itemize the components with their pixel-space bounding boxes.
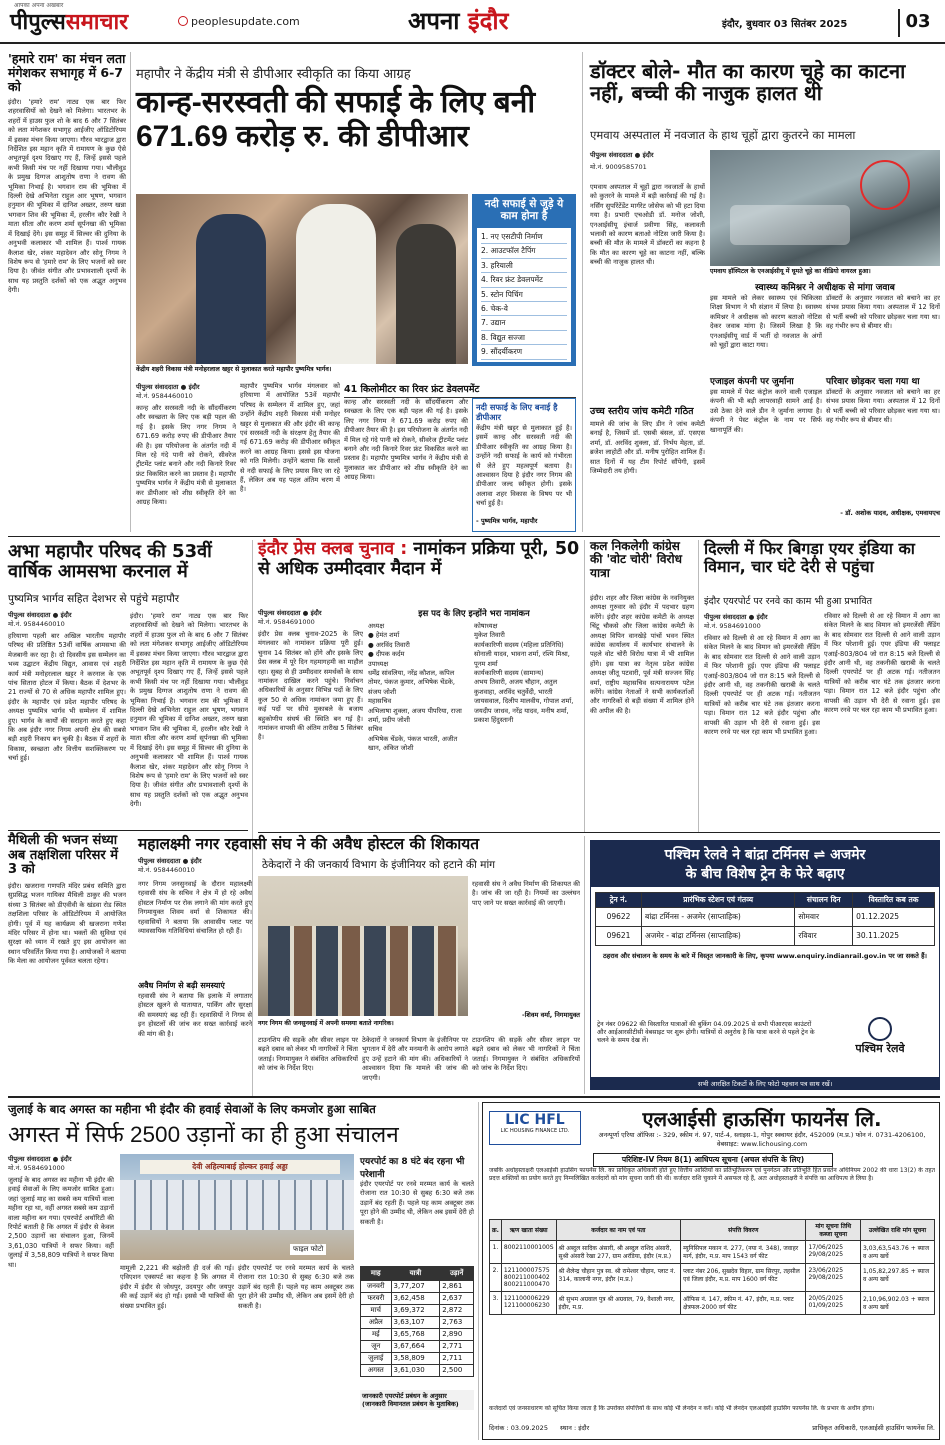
hostel-subhead-2: अवैध निर्माण से बढ़ी समस्याएं [138,981,225,990]
airindia-subhead: इंदौर एयरपोर्ट पर रनवे का काम भी हुआ प्रभावित [704,596,873,607]
flights-cell: 3,69,372 [391,1305,440,1317]
divider [478,1102,479,1440]
lic-cell: श्री अब्दुल सादिक अंसारी, श्री अब्दुल राशिद अंसारी, सुश्री अंसारी रेखा 277, ग्राम अरंडिया, इंदौर (म.प्र.) [556,1241,681,1264]
lic-header: क्र. [490,1220,502,1241]
lic-cell: 2,10,96,902.03 + ब्याज व अन्य खर्चे [860,1292,934,1315]
mouse-body-a: एमवाय अस्पताल में चूहों द्वारा नवजातों के हाथों को कुतरने के मामले में बड़ी कार्रवाई की गई है। नर्सिंग सुपरिंटेंडेंट मार्गरेट जोसेफ को भी हटा दिया गया है। प्रभारी एचओडी डॉ. मनोज जोशी, एनआईसीयू इंचार्ज प्रवीणा सिंह, कलावती भलावी को कारण बताओ नोटिस जारी किया है। बच्ची की मौत के मामले में डॉक्टरों का कहना है कि मौत का कारण चूहे का काटना नहीं, बल्कि बच्ची की नाजुक हालत थी। [590,183,705,267]
lic-header: कर्जदार का नाम एवं पता [556,1220,681,1241]
flights-body-b: मामूली 2,221 की बढ़ोतरी ही दर्ज की गई। एविएशन एक्सपर्ट का कहना है कि अगस्त में इंदौर में इंदौर से जोधपुर, उदयपुर और जयपुर की कई उड़ानें बंद हो गईं। इससे भी यात्रियों की संख्या प्रभावित हुई। [120,1264,234,1310]
mouse-credit: - डॉ. अशोक यादव, अधीक्षक, एमवायएच [840,509,940,517]
flights-headline: अगस्त में सिर्फ 2500 उड़ानों का ही हुआ संचालन [8,1122,399,1147]
railway-cell: अजमेर - बांद्रा टर्मिनस (साप्ताहिक) [642,927,795,946]
mouse-body-c2: डॉक्टरों के अनुसार नवजात को बचाने का हर संभव प्रयास किया गया। अस्पताल में 12 दिनों से भर्ती बच्ची को परिवार छोड़कर चला गया था। वह गंभीर रूप से बीमार थी। [826,294,940,331]
flights-cell: जुलाई [361,1353,392,1365]
lic-logo-sub: LIC HOUSING FINANCE LTD. [500,1128,570,1134]
railway-ad [590,840,940,1090]
railway-brand-name: पश्चिम रेलवे [855,1042,905,1055]
person-figure [196,214,266,364]
lic-footer-note: कर्जदारों एवं जनसाधारण को सूचित किया जाता है कि उपरोक्त संपत्तियों के साथ कोई भी लेनदेन न करें। कोई भी लेनदेन एलआईसी हाउसिंग फायनेंस लि. के प्रभार के अधीन होगा। [489,1405,875,1412]
press-headline-b: नामांकन प्रक्रिया पूरी, 50 से अधिक उम्मीदवार मैदान में [258,539,580,579]
hostel-quote-body: रहवासी संघ ने अवैध निर्माण की शिकायत की है। जांच की जा रही है। नियमों का उल्लंघन पाए जाने पर सख्त कार्रवाई की जाएगी। [472,880,580,907]
press-byline [258,608,363,626]
website-text: peoplesupdate.com [191,15,300,28]
flights-cell: जून [361,1341,392,1353]
byline-mobile: मो.नं. 9584691000 [704,622,761,630]
website-link[interactable] [178,15,300,28]
flights-table [360,1266,474,1377]
hostel-body-b: रहवासी संघ ने बताया कि इलाके में लगातार होस्टल खुलने से यातायात, पार्किंग और सुरक्षा की समस्याएं बढ़ रही हैं। रहवासियों ने निगम से इन होस्टलों की जांच कर सख्त कार्रवाई करने की मांग की है। [138,992,252,1038]
table-row [490,1264,935,1292]
lic-header: उल्लेखित राशि मांग सूचना [860,1220,934,1241]
flights-header-row [361,1267,474,1281]
flights-cell: 2,861 [440,1281,474,1293]
press-list-col-a: अध्यक्ष ● हेमंत शर्मा ● अरविंद तिवारी ● दीपक कर्दम उपाध्यक्ष धर्मेंद्र सांवलिया, नरेंद्र कौशल, कपिल तोमर, पंकज कुमार, अभिषेक चेंडके, संजय जोशी महासचिव अभिलाषा शुक्ला, अजय पीपरिया, राजा शर्मा, प्रदीप जोशी सचिव अभिषेक चेंडके, पंकज भारती, अजीत खान, अंकित जोशी [368,622,462,753]
table-row [361,1329,474,1341]
section-prefix: अपना [408,7,460,35]
lic-notice-title: परिशिष्ट-IV नियम 8(1) आधिपत्य सूचना (अचल संपत्ति के लिए) [593,1153,833,1167]
mouse-body-b: मामले की जांच के लिए डीन ने जांच कमेटी बनाई है, जिसमें डॉ. एसबी बंसल, डॉ. एसएस शर्मा, डॉ. अरविंद शुक्ला, डॉ. निर्भय मेहता, डॉ. ब्रजेश लाहोटी और डॉ. मनीष पुरोहित शामिल हैं। सात दिनों में यह टीम रिपोर्ट सौंपेगी, इसमें जिम्मेदारी तय होगी। [590,420,705,476]
railway-brand [825,1017,935,1056]
flights-cell: जनवरी [361,1281,392,1293]
terminal-building [120,1180,354,1230]
lic-cell: प्लाट नंबर 206, सुखदेव विहार, ग्राम सिरपुर, तहसील एवं जिला इंदौर, म.प्र. माप 1600 वर्ग फीट [681,1264,806,1292]
lic-ad [482,1102,940,1440]
kanh-subhead: 41 किलोमीटर का रिवर फ्रंट डेवलपमेंट [344,382,576,398]
flights-cell: 3,58,809 [391,1353,440,1365]
kanh-quote-credit: - पुष्यमित्र भार्गव, महापौर [476,517,538,525]
flights-cell: 2,711 [440,1353,474,1365]
congress-body: इंदौर। शहर और जिला कांग्रेस के नवनियुक्त अध्यक्ष गुरुवार को इंदौर में पदभार ग्रहण करेंगे। इंदौर शहर कांग्रेस कमेटी के अध्यक्ष चिंटू चौकसे और जिला कांग्रेस कमेटी के अध्यक्ष विपिन वानखेड़े पांचों भवन स्थित कांग्रेस कार्यालय में कार्यभार संभालने के पहले वोट चोरी विरोध यात्रा में भी शामिल होंगे। इस यात्रा का नेतृत्व प्रदेश कांग्रेस अध्यक्ष जीतू पटवारी, पूर्व मंत्री सज्जन सिंह वर्मा, राष्ट्रीय महासचिव सत्यनारायण पटेल करेंगे। कांग्रेस नेताओं ने सभी कार्यकर्ताओं और नागरिकों से बड़ी संख्या में शामिल होने की अपील की है। [590,594,694,715]
lic-date [489,1423,589,1432]
flights-header: उड़ानें [440,1267,474,1281]
globe-icon [178,16,188,26]
table-row [361,1293,474,1305]
railway-cell: 09622 [596,908,642,927]
press-headline-a: इंदौर प्रेस क्लब चुनाव : [258,539,408,559]
kanh-box [472,194,576,366]
railway-header: ट्रेन नं. [596,893,642,908]
lic-cell: 1. [490,1241,502,1264]
kanh-quote-body: केंद्रीय मंत्री खट्टर से मुलाकात हुई है। इसमें कान्ह और सरस्वती नदी की डीपीआर स्वीकृति का आग्रह किया है। उन्होंने नदी सफाई के कार्य को गंभीरता से लेते हुए महत्वपूर्ण बताया है। आश्वासन दिया है इंदौर नगर निगम की डीपीआर जल्द स्वीकृत होगी। इसके अलावा शहर विकास के विषय पर भी चर्चा हुई है। [476,424,572,508]
mouse-body-d: इस मामले में पेस्ट कंट्रोल करने वाली एजाइल कंपनी की भी बड़ी लापरवाही सामने आई है। उसे ठेका देने वाले डीन ने जुर्माना लगाया है। कंपनी ने पेस्ट कंट्रोल के नाम पर सिर्फ खानापूर्ति की। [710,388,822,434]
flights-cell: मार्च [361,1305,392,1317]
ram-headline: 'हमारे राम' का मंचन लता मंगेशकर सभागृह में 6-7 को [8,51,126,94]
section-city: इंदौर [467,7,509,35]
flights-header: माह [361,1267,392,1281]
flights-cell: 2,872 [440,1305,474,1317]
ram-body: इंदौर। 'हमारे राम' नाट्य एक बार फिर शहरवासियों को देखने को मिलेगा। भारतभर के शहरों में हाउस फुल शो के बाद 6 और 7 सितंबर को लता मंगेशकर सभागृह आईजीए ऑडिटोरियम में इसका मंचन किया जाएगा। गौरव भारद्वाज द्वारा निर्देशित इस महान कृति में रामायण के कुछ ऐसे अभूतपूर्व दृश्य दिखाए गए हैं, जिन्हें इससे पहले कभी किसी मंच पर नहीं दिखाया गया। भौलीवुड के प्रमुख दिग्गज आशुतोष राणा ने रावण की भूमिका निभाई है। भगवान राम की भूमिका में दिल्ली देखे अभिनेता राहुल आर भूषण, भगवान हनुमान की भूमिका में दानिश अख्तर, तरुण खन्ना भगवान शिव की भूमिका में, हरलीन कौर रेखी ने माता सीता और करण शर्मा सूर्पनखा की भूमिका में दिखाई देंगे। इस समूह में सिल्वर की दुनिया के अनुभवी कलाकार भी शामिल हैं। पार्श्व गायक कैलाश खेर, शंकर महादेवन और सोनू निगम ने विशेष रूप से 'हमारे राम' के लिए भजनों को स्वर दिया है। जीवंत संगीत और प्रभावशाली दृश्यों के साथ यह प्रस्तुति दर्शकों को एक अद्भुत अनुभव देगी। [8,98,126,295]
railway-note: ठहराव और संचालन के समय के बारे में विस्तृत जानकारी के लिए, कृपया www.enquiry.indianrail.gov.in पर जा सकते हैं। [602,952,928,960]
kanh-photo [136,194,468,364]
byline-text: पीपुल्स संवाददाता ● इंदौर [138,857,202,865]
flights-cell: फरवरी [361,1293,392,1305]
mouse-subhead-family: परिवार छोड़कर चला गया था [826,377,920,387]
rat-highlight-circle [860,160,910,210]
press-list-title: इस पद के लिए इन्होंने भरा नामांकन [418,609,530,619]
divider [584,540,585,832]
flights-cell: 2,500 [440,1365,474,1377]
railway-cell: 01.12.2025 [853,908,935,927]
lic-header: संपत्ति विवरण [681,1220,806,1241]
incubator-shape [730,205,850,245]
lic-cell: श्री सुभम अग्रवाल पुत्र श्री अग्रवाल, 79, वैशाली नगर, इंदौर, म.प्र. [556,1292,681,1315]
byline-text: पीपुल्स संवाददाता ● इंदौर [8,611,72,619]
kanh-box-item: 6. चेक-वे [481,302,567,316]
lic-cell: 3. [490,1292,502,1315]
airindia-byline [704,612,820,630]
lic-logo-text: LIC HFL [505,1112,565,1128]
table-row [361,1305,474,1317]
kanh-box-item: 5. स्टोन पिचिंग [481,288,567,302]
section-title [408,4,508,37]
abha-body: हरियाणा पहली बार अखिल भारतीय महापौर परिषद की प्रतिष्ठित 53वीं वार्षिक आमसभा की मेजबानी कर रहा है। दो दिवसीय इस सम्मेलन का भव्य उद्घाटन केंद्रीय विद्युत, आवास एवं शहरी कार्य मंत्री मनोहरलाल खट्टर ने करनाल के एक पांच सितारा होटल में किया। बैठक में देशभर के 21 राज्यों से 70 से अधिक महापौर शामिल हुए। इंदौर के महापौर एवं प्रदेश महापौर परिषद के अध्यक्ष पुष्यमित्र भार्गव भी सम्मेलन में शामिल हुए। भार्गव के कार्यों की सराहना करते हुए कहा कि अब इंदौर नगर निगम अपनी क्षेत्र की सबसे बड़ी शहरी निकाय बन चुकी है। बैठक में शहरों के विकास, स्वच्छता और वित्तीय सशक्तिकरण पर चर्चा हुई। [8,632,126,763]
lic-header-row [490,1220,935,1241]
railway-header: प्रारंभिक स्टेशन एवं गंतव्य [642,893,795,908]
lic-table [489,1219,935,1315]
hostel-quote [472,880,580,1028]
kanh-box-item: 9. सौंदर्यीकरण [481,345,567,359]
file-photo-label: फाइल फोटो [290,1244,326,1255]
divider [584,836,585,1094]
flights-subhead: एयरपोर्ट का 8 घंटे बंद रहना भी परेशानी [360,1157,465,1180]
flights-cell: 2,763 [440,1317,474,1329]
flights-table-caption: जानकारी एयरपोर्ट प्रबंधन के अनुसार (जानकारी विमानतल प्रबंधन के मुताबिक) [360,1390,474,1410]
mouse-body-e: डॉक्टरों के अनुसार नवजात को बचाने का हर संभव प्रयास किया गया। अस्पताल में 12 दिनों से भर्ती बच्ची को परिवार छोड़कर चला गया था। वह गंभीर रूप से बीमार थी। [826,388,940,425]
kanh-headline: कान्ह-सरस्वती की सफाई के लिए बनी 671.69 करोड़ रु. की डीपीआर [136,86,536,153]
flights-cell: 2,890 [440,1329,474,1341]
mouse-byline [590,150,705,159]
airport-photo [120,1154,354,1260]
logo-part-a: पीपुल्स [10,9,66,35]
flights-cell: 3,63,107 [391,1317,440,1329]
railway-cell: सोमवार [795,908,853,927]
byline-mobile: मो.नं. 9009585701 [590,163,647,171]
railway-header: विस्तारित कब तक [853,893,935,908]
lic-header: ऋण खाता संख्या [501,1220,556,1241]
maithili-body: इंदौर। खजराना गणपति मंदिर प्रबंध समिति द्वारा सुप्रसिद्ध भजन गायिका मैथिली ठाकुर की भजन संध्या 3 सितंबर को डीएवीवी के खंडवा रोड स्थित तक्षशिला परिसर के ऑडिटोरियम में आयोजित होगी। पूर्व में यह कार्यक्रम श्री खजराना गणेश मंदिर परिसर में होना था। भक्तों की सुविधा एवं सुरक्षा को ध्यान में रखते हुए इस आयोजन का स्थान परिवर्तित किया गया है। आयोजकों ने बताया कि मेला का आयोजन पूर्ववत चलता रहेगा। [8,882,126,966]
kanh-photo-caption: केंद्रीय शहरी विकास मंत्री मनोहरलाल खट्टर से मुलाकात करते महापौर पुष्यमित्र भार्गव। [136,366,332,373]
kanh-box-item: 3. हरियाली [481,259,567,273]
lic-sign: प्राधिकृत अधिकारी, एलआईसी हाउसिंग फायनेंस लि. [812,1424,935,1432]
airindia-body: रविवार को दिल्ली से आ रहे विमान में आग का संकेत मिलने के बाद विमान को इमरजेंसी लैंडिंग के बाद सोमवार रात दिल्ली से आने वाली उड़ान में फिर परेशानी हुई। एयर इंडिया की फ्लाइट एआई-803/804 जो रात 8:15 बजे दिल्ली से इंदौर आनी थी, वह तकनीकी खराबी के चलते दिल्ली एयरपोर्ट पर ही अटक गई। नतीजतन यात्रियों को करीब चार घंटे तक इंतजार करना पड़ा। विमान रात 12 बजे इंदौर पहुंचा और वापसी की उड़ान भी देरी से रवाना हुई। इस कारण रनवे पर चल रहा काम भी प्रभावित हुआ। [704,634,820,737]
flights-cell: 2,637 [440,1293,474,1305]
flights-cell: अगस्त [361,1365,392,1377]
lic-cell: म्युनिसिपल मकान नं. 277, (नया नं. 348), जवाहर मार्ग, इंदौर, म.प्र. माप 1543 वर्ग फीट [681,1241,806,1264]
logo-part-b: समाचार [65,9,129,35]
logo[interactable] [10,6,128,36]
hostel-photo [258,876,468,1016]
flights-header: यात्री [391,1267,440,1281]
person-figure [396,224,456,364]
table-row [361,1353,474,1365]
flights-cell: मई [361,1329,392,1341]
mouse-subhead-committee: उच्च स्तरीय जांच कमेटी गठित [590,406,694,417]
byline-text: पीपुल्स संवाददाता ● इंदौर [258,609,322,617]
hostel-byline [138,856,258,874]
table-row [361,1341,474,1353]
mouse-subhead: एमवाय अस्पताल में नवजात के हाथ चूहों द्वारा कुतरने का मामला [590,128,856,142]
kanh-body-a: कान्ह और सरस्वती नदी के सौंदर्यीकरण और स्वच्छता के लिए एक बड़ी पहल की गई है। इसके लिए नगर निगम ने 671.69 करोड़ रुपए की डीपीआर तैयार की है। इस परियोजना के अंतर्गत नदी में मिल रहे गंदे पानी को रोकने, सीवरेज ट्रीटमेंट प्लांट बनाने और नदी किनारे रिवर फ्रंट विकसित करने का प्रस्ताव है। महापौर पुष्यमित्र भार्गव ने केंद्रीय मंत्री से मुलाकात कर डीपीआर को शीघ्र स्वीकृति देने का आग्रह किया। [136,404,236,507]
mouse-photo-caption: एमवाय हॉस्पिटल के एनआईसीयू में घूमते चूहे का वीडियो वायरल हुआ। [710,268,871,275]
lic-cell: 2. [490,1264,502,1292]
kanh-body-b: कान्ह और सरस्वती नदी के सौंदर्यीकरण और स्वच्छता के लिए एक बड़ी पहल की गई है। इसके लिए नगर निगम ने 671.69 करोड़ रुपए की डीपीआर तैयार की है। इस परियोजना के अंतर्गत नदी में मिल रहे गंदे पानी को रोकने, सीवरेज ट्रीटमेंट प्लांट बनाने और नदी किनारे रिवर फ्रंट विकसित करने का प्रस्ताव है। महापौर पुष्यमित्र भार्गव ने केंद्रीय मंत्री से मुलाकात कर डीपीआर को शीघ्र स्वीकृति देने का आग्रह किया। [344,398,468,482]
mouse-headline: डॉक्टर बोले- मौत का कारण चूहे का काटना नहीं, बच्ची की नाजुक हालत थी [590,59,906,106]
person-figure [296,204,376,364]
table-row [490,1241,935,1264]
hostel-headline: महालक्ष्मी नगर रहवासी संघ ने की अवैध होस्टल की शिकायत [138,835,480,853]
byline-mobile: मो.नं. 9584691000 [258,618,315,626]
lic-logo [489,1111,581,1145]
press-body: इंदौर प्रेस क्लब चुनाव-2025 के लिए मंगलवार को नामांकन प्रक्रिया पूरी हुई। चुनाव 14 सितंबर को होंगे और इसके लिए प्रेस क्लब में पूरे दिन गहमागहमी का माहौल रहा। सुबह से ही उम्मीदवार समर्थकों के साथ नामांकन दाखिल करने पहुंचे। निर्वाचन अधिकारियों के अनुसार विभिन्न पदों के लिए कुल 50 से अधिक नामांकन जमा हुए हैं। कई पदों पर सीधे मुकाबले के बजाय बहुकोणीय संघर्ष की स्थिति बन गई है। नामांकन वापसी की अंतिम तारीख 5 सितंबर है। [258,630,363,742]
railway-table [595,892,935,946]
logo-tagline: आपका अपना अखबार [14,2,64,9]
press-headline [258,540,580,579]
railway-note-2: ट्रेन नंबर 09622 की विस्तारित यात्राओं की बुकिंग 04.09.2025 से सभी पीआरएस काउंटरों और आईआरसीटीसी वेबसाइट पर शुरू होगी। यात्रियों से अनुरोध है कि यात्रा करने से पहले ट्रेन के चलने के समय देख लें। [597,1021,815,1044]
divider [130,52,131,532]
abha-subhead: पुष्यमित्र भार्गव सहित देशभर से पहुंचे महापौर [8,593,180,605]
lic-address: अनन्पूर्णा एरिया ऑफिस :- 329, स्कीम नं. 97, पार्ट-4, स्लाइस-1, गोपुर स्क्वायर इंदौर, 452009 (म.प्र.) फोन नं. 0731-4206100, वेबसाइट: www.lichousing.com [598,1131,926,1148]
abha-byline [8,610,123,628]
airindia-headline: दिल्ली में फिर बिगड़ा एयर इंडिया का विमान, चार घंटे देरी से पहुंचा [704,539,915,576]
hostel-body-d: ठेकेदारों ने जनकार्य विभाग के इंजीनियर पर भुगतान में देरी और मनमानी के आरोप लगाते हुए उन्हें हटाने की मांग की। अधिकारियों ने आश्वासन दिया कि मामले की जांच की जाएगी। [362,1036,468,1082]
lic-cell: ऑफिस नं. 147, स्कीम नं. 47, इंदौर, म.प्र. प्लाट क्षेत्रफल-2000 वर्ग फीट [681,1292,806,1315]
lic-cell: 1,05,82,297.85 + ब्याज व अन्य खर्चे [860,1264,934,1292]
kanh-body-a-cont: महापौर पुष्यमित्र भार्गव मंगलवार को हरियाणा में आयोजित 53वें महापौर परिषद के सम्मेलन में शामिल हुए, जहां उन्होंने केंद्रीय शहरी विकास मंत्री मनोहर खट्टर से मुलाकात की और इंदौर की कान्ह एवं सरस्वती नदी के संरक्षण हेतु तैयार की गई 671.69 करोड़ की डीपीआर स्वीकृत करने का आग्रह किया। इससे इस योजना को गति मिलेगी। उन्होंने बताया कि सालों से नदी सफाई के लिए प्रयास किए जा रहे हैं, लेकिन अब यह पहल अंतिम चरण में है। [240,382,340,494]
lic-place-text: स्थान : इंदौर [560,1424,590,1432]
kanh-quote-box [472,398,576,532]
flights-body-b2: इंदौर एयरपोर्ट पर रनवे मरम्मत कार्य के चलते रोजाना रात 10:30 से सुबह 6:30 बजे तक उड़ानें बंद रहती हैं। पहले यह काम अक्टूबर तक पूरा होने की उम्मीद थी, लेकिन अब इसमें देरी हो सकती है। [238,1264,354,1310]
table-row [490,1292,935,1315]
abha-body-cont: इंदौर। 'हमारे राम' नाट्य एक बार फिर शहरवासियों को देखने को मिलेगा। भारतभर के शहरों में हाउस फुल शो के बाद 6 और 7 सितंबर को लता मंगेशकर सभागृह आईजीए ऑडिटोरियम में इसका मंचन किया जाएगा। गौरव भारद्वाज द्वारा निर्देशित इस महान कृति में रामायण के कुछ ऐसे अभूतपूर्व दृश्य दिखाए गए हैं, जिन्हें इससे पहले कभी किसी मंच पर नहीं दिखाया गया। भौलीवुड के प्रमुख दिग्गज आशुतोष राणा ने रावण की भूमिका निभाई है। भगवान राम की भूमिका में दिल्ली देखे अभिनेता राहुल आर भूषण, भगवान हनुमान की भूमिका में दानिश अख्तर, तरुण खन्ना भगवान शिव की भूमिका में, हरलीन कौर रेखी ने माता सीता और करण शर्मा सूर्पनखा की भूमिका में दिखाई देंगे। इस समूह में सिल्वर की दुनिया के अनुभवी कलाकार भी शामिल हैं। पार्श्व गायक कैलाश खेर, शंकर महादेवन और सोनू निगम ने विशेष रूप से 'हमारे राम' के लिए भजनों को स्वर दिया है। जीवंत संगीत और प्रभावशाली दृश्यों के साथ यह प्रस्तुति दर्शकों को एक अद्भुत अनुभव देगी। [130,612,248,809]
kanh-box-item: 4. रिवर फ्रंट डेवलपमेंट [481,273,567,287]
railway-cell: रविवार [795,927,853,946]
hostel-subhead: ठेकेदारों ने की जनकार्य विभाग के इंजीनियर को हटाने की मांग [262,859,496,871]
divider [8,830,248,831]
flights-cell: अप्रैल [361,1317,392,1329]
hostel-body-a: नगर निगम जनसुनवाई के दौरान महालक्ष्मी रहवासी संघ के सचिव ने क्षेत्र में हो रहे अवैध होस्टल निर्माण पर रोक लगाने की मांग करते हुए निगमायुक्त शिवम वर्मा से शिकायत की। रहवासियों ने बताया कि आवासीय प्लाट पर व्यावसायिक गतिविधियां संचालित हो रही हैं। [138,880,252,936]
divider [8,536,940,537]
lic-cell: 121100006229 121100006230 [501,1292,556,1315]
ram-article [8,52,126,532]
mouse-body-c: इस मामले को लेकर स्वास्थ्य एवं चिकित्सा शिक्षा विभाग ने भी संज्ञान में लिया है। स्वास्थ्य कमिश्नर ने अधीक्षक को कारण बताओ नोटिस देकर जवाब मांगा है। जिसमें लिखा है कि एनआईसीयू वार्ड में भर्ती दो नवजात के अंगों को चूहों द्वारा काटा गया। [710,294,822,350]
railway-logo-icon [868,1017,892,1041]
byline-mobile: मो.नं. 9584460010 [136,392,193,400]
byline-text: पीपुल्स संवाददाता ● इंदौर [590,151,654,159]
lic-date-text: दिनांक : 03.09.2025 [489,1424,548,1432]
flights-cell: 3,61,030 [391,1365,440,1377]
hostel-body-c: टाउनशिप की सड़कें और सीवर लाइन पर बढ़ते दबाव को लेकर भी नागरिकों ने चिंता जताई। निगमायुक्त ने संबंधित अधिकारियों को जांच के निर्देश दिए। [258,1036,358,1073]
mouse-subhead-commissioner: स्वास्थ्य कमिश्नर ने अधीक्षक से मांगा जवाब [755,283,895,293]
railway-title-a: पश्चिम रेलवे ने बांद्रा टर्मिनस ⇌ अजमेर [664,847,866,863]
lic-header: मांग सूचना तिथि कब्जा सूचना [806,1220,861,1241]
flights-body-c: इंदौर एयरपोर्ट पर रनवे मरम्मत कार्य के चलते रोजाना रात 10:30 से सुबह 6:30 बजे तक उड़ानें बंद रहती हैं। पहले यह काम अक्टूबर तक पूरा होने की उम्मीद थी, लेकिन अब इसमें देरी हो सकती है। [360,1180,474,1226]
hostel-quote-credit: -शिवम वर्मा, निगमायुक्त [522,1011,580,1019]
kanh-box-title: नदी सफाई से जुड़े ये काम होना है [484,198,564,222]
railway-cell: 30.11.2025 [853,927,935,946]
airport-sign: देवी अहिल्याबाई होल्कर हवाई अड्डा [140,1160,340,1174]
kanh-box-item: 2. आउटफॉल टैपिंग [481,244,567,258]
table-row [596,908,935,927]
flights-cell: 3,65,768 [391,1329,440,1341]
lic-cell: 121100007575 800211000402 800211000470 [501,1264,556,1292]
table-row [361,1365,474,1377]
masthead [0,0,945,44]
flights-byline [8,1154,118,1172]
byline-text: पीपुल्स संवाददाता ● इंदौर [8,1155,72,1163]
railway-header: संचालन दिन [795,893,853,908]
divider [258,832,940,833]
divider [8,1096,940,1098]
kanh-box-item: 7. उद्यान [481,316,567,330]
lic-cell: 800211000100S [501,1241,556,1264]
page-number: 03 [898,9,936,37]
lic-cell: 17/06/2025 29/08/2025 [806,1241,861,1264]
divider [698,540,699,832]
mouse-photo [710,150,940,266]
flights-body-a: जुलाई के बाद अगस्त का महीना भी इंदौर की हवाई सेवाओं के लिए कमजोर साबित हुआ। जहां जुलाई माह का सबसे कम यात्रियों वाला महीना रहा था, वहीं अगस्त सबसे कम उड़ानों वाला महीना बन गया। एयरपोर्ट अथॉरिटी की रिपोर्ट बताती है कि अगस्त में इंदौर से केवल 2,500 उड़ानों का संचालन हुआ, जिनमें 3,61,030 यात्रियों ने सफर किया। वहीं जुलाई में 3,58,809 यात्रियों ने सफर किया था। [8,1176,114,1269]
divider [582,52,583,532]
airindia-body-cont: रविवार को दिल्ली से आ रहे विमान में आग का संकेत मिलने के बाद विमान को इमरजेंसी लैंडिंग के बाद सोमवार रात दिल्ली से आने वाली उड़ान में फिर परेशानी हुई। एयर इंडिया की फ्लाइट एआई-803/804 जो रात 8:15 बजे दिल्ली से इंदौर आनी थी, वह तकनीकी खराबी के चलते दिल्ली एयरपोर्ट पर ही अटक गई। नतीजतन यात्रियों को करीब चार घंटे तक इंतजार करना पड़ा। विमान रात 12 बजे इंदौर पहुंचा और वापसी की उड़ान भी देरी से रवाना हुई। इस कारण रनवे पर चल रहा काम भी प्रभावित हुआ। [824,612,940,715]
byline-mobile: मो.नं. 9584691000 [8,1164,65,1172]
railway-header-row [596,893,935,908]
kanh-box-list [477,228,571,362]
divider [252,540,253,1096]
flights-cell: 2,771 [440,1341,474,1353]
railway-cell: 09621 [596,927,642,946]
maithili-headline: मैथिली की भजन संध्या अब तक्षशिला परिसर में 3 को [8,833,118,878]
byline-text: पीपुल्स संवाददाता ● इंदौर [136,383,200,391]
hostel-photo-caption: नगर निगम की जनसुनवाई में अपनी समस्या बताते नागरिक। [258,1020,394,1027]
lic-cell: 3,03,63,543.76 + ब्याज व अन्य खर्चे [860,1241,934,1264]
railway-cell: बांद्रा टर्मिनस - अजमेर (साप्ताहिक) [642,908,795,927]
table-row [361,1317,474,1329]
press-list-col-b: कोषाध्यक्ष मुकेश तिवारी कार्यकारिणी सदस्य (महिला प्रतिनिधि) सोनाली यादव, भावना शर्मा, रश्मि मिश्रा, पूनम शर्मा कार्यकारिणी सदस्य (सामान्य) अभय तिवारी, अजय चौहान, अतुल कुशवाहा, अरविंद चतुर्वेदी, भारती जायसवाल, दिलीप मालवीय, गोपाल शर्मा, जयदीप जाधव, नरेंद्र यादव, मनीष शर्मा, प्रकाश हिंदुस्तानी [474,622,574,725]
lic-title: एलआईसी हाऊसिंग फायनेंस लि. [642,1107,882,1131]
congress-headline: कल निकलेगी कांग्रेस की 'वोट चोरी' विरोध यात्रा [590,539,682,580]
people-group [268,926,458,1016]
flights-cell: 3,67,664 [391,1341,440,1353]
issue-date: इंदौर, बुधवार 03 सितंबर 2025 [722,19,848,30]
lic-cell: 23/06/2025 29/08/2025 [806,1264,861,1292]
flights-kicker: जुलाई के बाद अगस्त का महीना भी इंदौर की हवाई सेवाओं के लिए कमजोर हुआ साबित [8,1102,376,1116]
byline-text: पीपुल्स संवाददाता ● इंदौर [704,613,768,621]
kanh-quote-title: नदी सफाई के लिए बनाई है डीपीआर [476,402,558,422]
railway-footer: सभी आरक्षित टिकटों के लिए फोटो पहचान पत्र साथ रखें। [591,1077,939,1090]
table-row [596,927,935,946]
lic-intro: जबकि अधोहस्ताक्षरी एलआईसी हाउसिंग फायनेंस लि. का प्राधिकृत अधिकारी होते हुए वित्तीय आस्तियों का प्रतिभूतिकरण एवं पुनर्गठन और प्रतिभूति हित प्रवर्तन अधिनियम 2002 की धारा 13(2) के तहत प्रदत्त शक्तियों का प्रयोग करते हुए निम्नलिखित कर्जदारों को मांग सूचना जारी की थी। कर्जदार राशि चुकाने में असफल रहे हैं, अतः अधोहस्ताक्षरी ने संपत्ति का आधिपत्य ले लिया है। [489,1167,935,1182]
table-row [361,1281,474,1293]
kanh-kicker: महापौर ने केंद्रीय मंत्री से डीपीआर स्वीकृति का किया आग्रह [136,67,411,82]
railway-title [591,841,939,887]
railway-title-b: के बीच विशेष ट्रेन के फेरे बढ़ाए [685,866,845,882]
kanh-box-item: 1. नए एसटीपी निर्माण [481,230,567,244]
kanh-box-item: 8. विद्युत सज्जा [481,331,567,345]
mouse-subhead-agile: एजाइल कंपनी पर जुर्माना [710,377,794,387]
byline-mobile: मो.नं. 9584460010 [138,866,195,874]
mouse-col-a [590,162,705,532]
flights-cell: 3,62,458 [391,1293,440,1305]
flights-cell: 3,77,207 [391,1281,440,1293]
lic-cell: 20/05/2025 01/09/2025 [806,1292,861,1315]
byline-mobile: मो.नं. 9584460010 [8,620,65,628]
lic-cell: श्री शैलेन्द्र चौहान पुत्र स्व. श्री रामेश्वर चौहान, प्लाट नं. 314, कालानी नगर, इंदौर (म.प्र.) [556,1264,681,1292]
abha-headline: अभा महापौर परिषद की 53वीं वार्षिक आमसभा करनाल में [8,541,212,583]
hostel-body-e: टाउनशिप की सड़कें और सीवर लाइन पर बढ़ते दबाव को लेकर भी नागरिकों ने चिंता जताई। निगमायुक्त ने संबंधित अधिकारियों को जांच के निर्देश दिए। [472,1036,580,1073]
